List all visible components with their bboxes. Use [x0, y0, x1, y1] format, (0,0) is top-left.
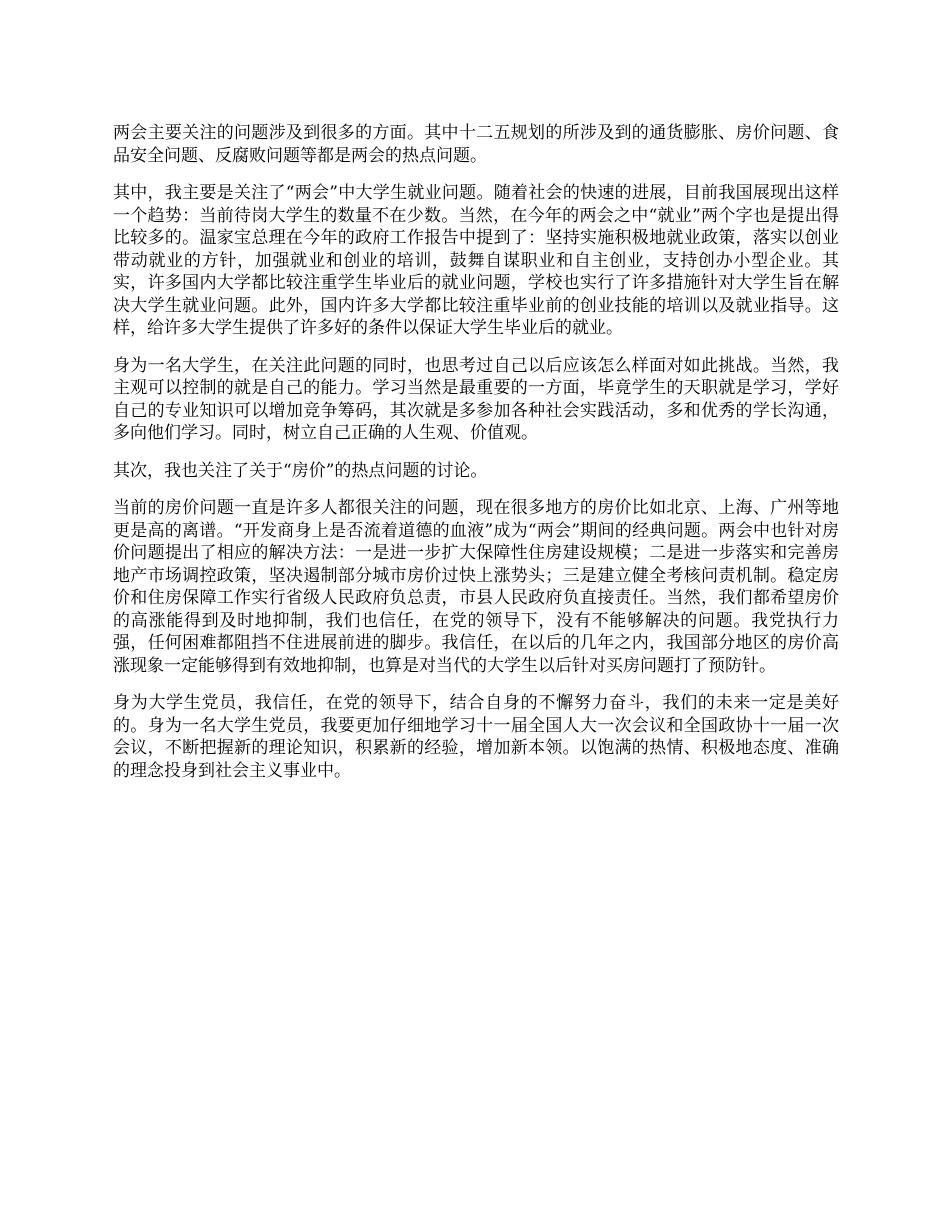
paragraph-housing-prices: 当前的房价问题一直是许多人都很关注的问题，现在很多地方的房价比如北京、上海、广州等地更是高的离谱。“开发商身上是否流着道德的血液”成为“两会”期间的经典问题。两会中也针对房价问题提出了相应的解决方法：一是进一步扩大保障性住房建设规模；二是进一步落实和完善房地产市场调控政策，坚决遏制部分城市房价过快上涨势头；三是建立健全考核问责机制。稳定房价和住房保障工作实行省级人民政府负总责，市县人民政府负直接责任。当然，我们都希望房价的高涨能得到及时地抑制，我们也信任，在党的领导下，没有不能够解决的问题。我党执行力强，任何困难都阻挡不住进展前进的脚步。我信任，在以后的几年之内，我国部分地区的房价高涨现象一定能够得到有效地抑制，也算是对当代的大学生以后针对买房问题打了预防针。: [113, 498, 839, 676]
document-body: [113, 122, 839, 797]
paragraph-employment: 其中，我主要是关注了“两会”中大学生就业问题。随着社会的快速的进展，目前我国展现出这样一个趋势：当前待岗大学生的数量不在少数。当然，在今年的两会之中“就业”两个字也是提出得比较多的。温家宝总理在今年的政府工作报告中提到了：坚持实施积极地就业政策，落实以创业带动就业的方针，加强就业和创业的培训，鼓舞自谋职业和自主创业，支持创办小型企业。其实，许多国内大学都比较注重学生毕业后的就业问题，学校也实行了许多措施针对大学生旨在解决大学生就业问题。此外，国内许多大学都比较注重毕业前的创业技能的培训以及就业指导。这样，给许多大学生提供了许多好的条件以保证大学生毕业后的就业。: [113, 183, 839, 338]
paragraph-intro: 两会主要关注的问题涉及到很多的方面。其中十二五规划的所涉及到的通货膨胀、房价问题、食品安全问题、反腐败问题等都是两会的热点问题。: [113, 123, 839, 166]
paragraph-conclusion: 身为大学生党员，我信任，在党的领导下，结合自身的不懈努力奋斗，我们的未来一定是美好的。身为一名大学生党员，我要更加仔细地学习十一届全国人大一次会议和全国政协十一届一次会议，不断把握新的理论知识，积累新的经验，增加新本领。以饱满的热情、积极地态度、准确的理念投身到社会主义事业中。: [113, 693, 839, 781]
paragraph-personal-reflection: 身为一名大学生，在关注此问题的同时，也思考过自己以后应该怎么样面对如此挑战。当然，我主观可以控制的就是自己的能力。学习当然是最重要的一方面，毕竟学生的天职就是学习，学好自己的专业知识可以增加竞争筹码，其次就是多参加各种社会实践活动，多和优秀的学长沟通，多向他们学习。同时，树立自己正确的人生观、价值观。: [113, 355, 839, 443]
paragraph-housing-intro: 其次，我也关注了关于“房价”的热点问题的讨论。: [113, 460, 488, 481]
